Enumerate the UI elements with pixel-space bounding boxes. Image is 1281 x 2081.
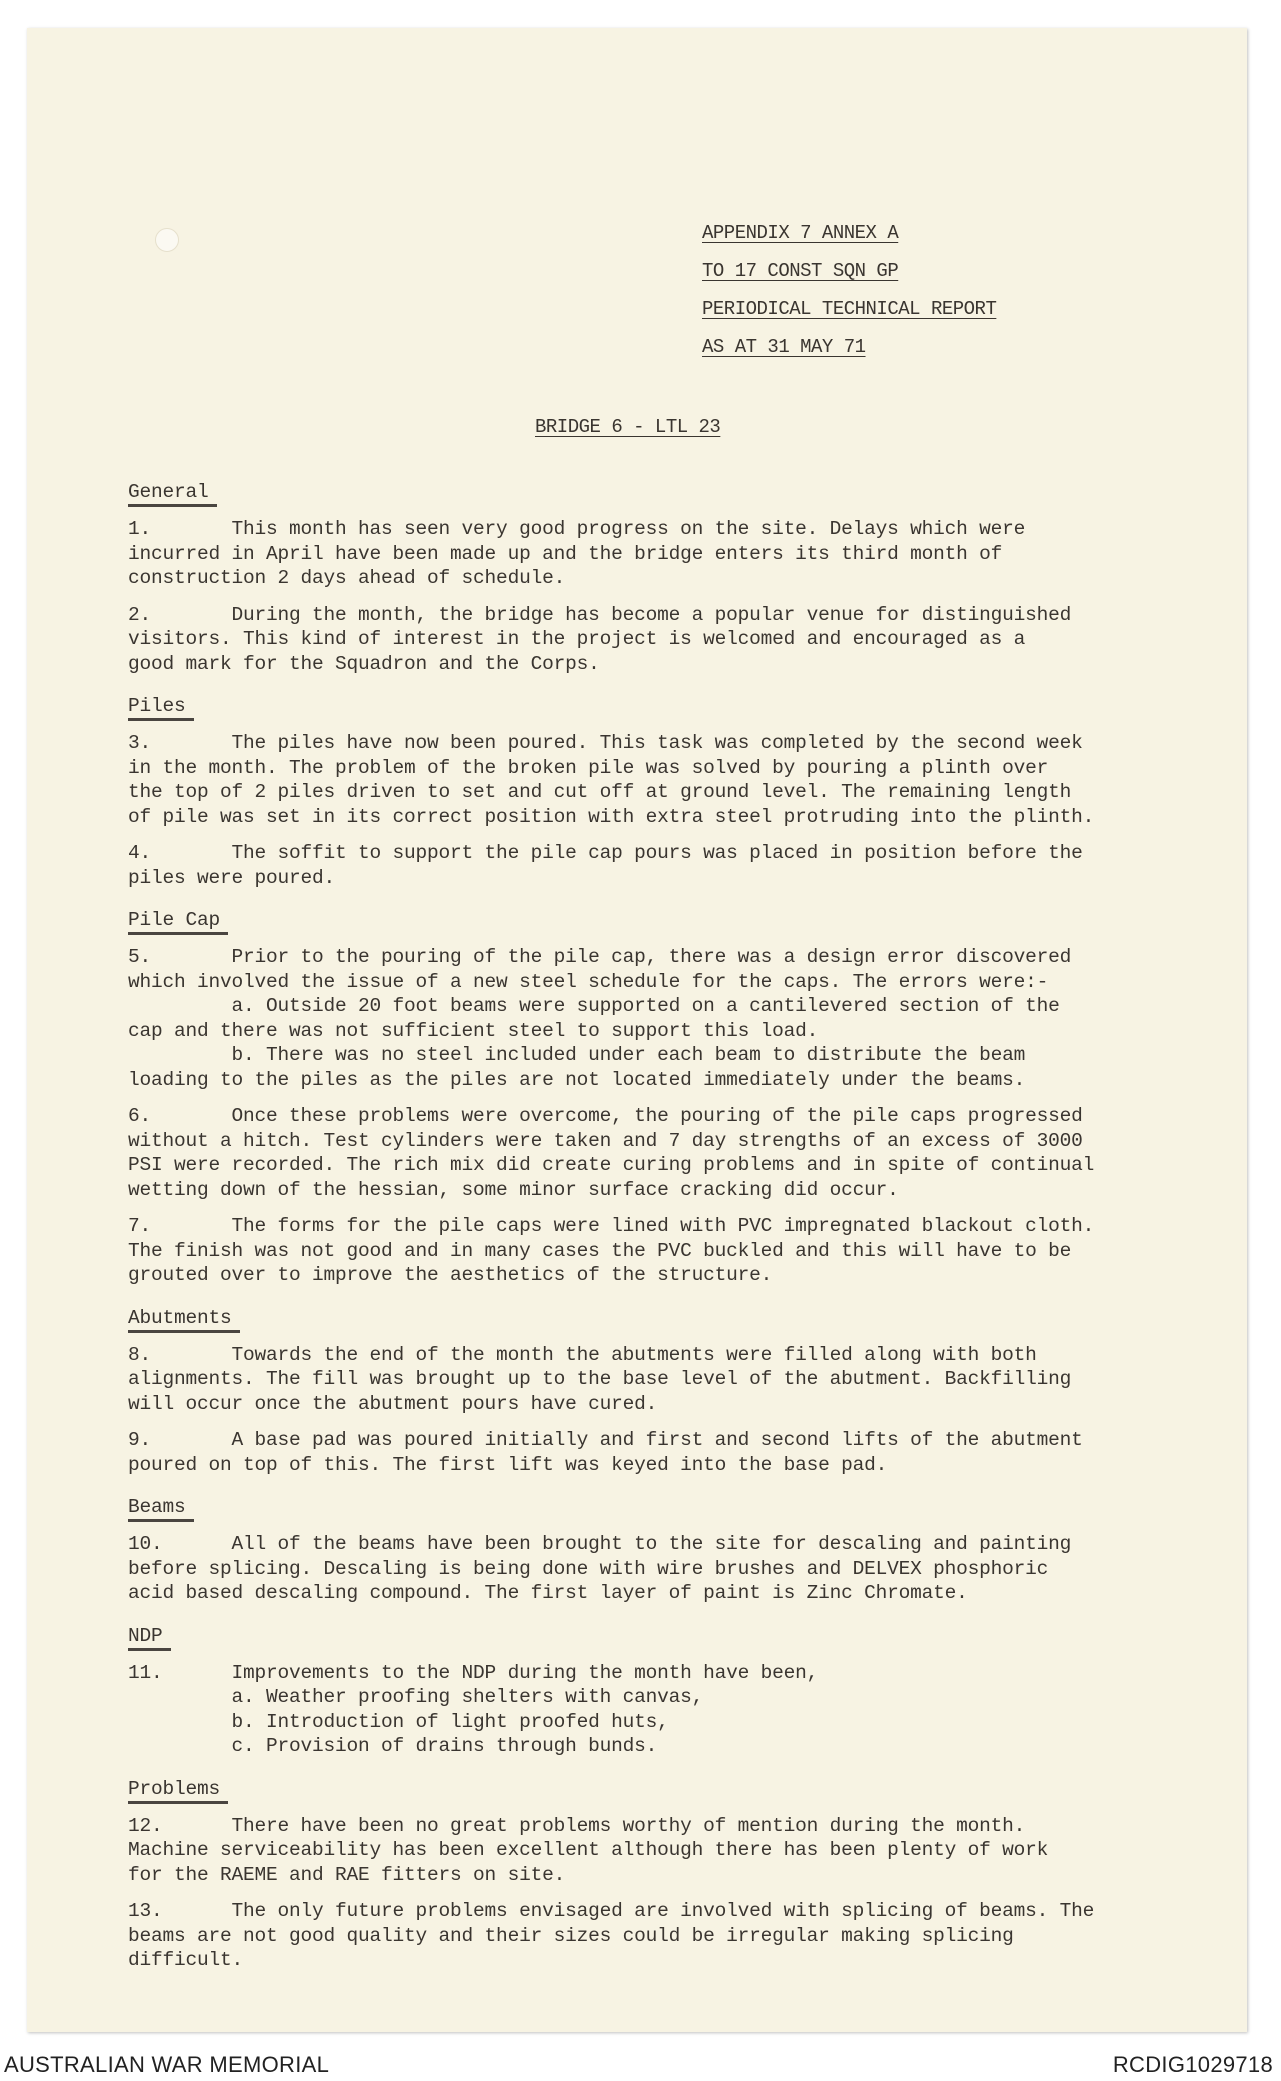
text-line: 10. All of the beams have been brought to the site for descaling and painting <box>128 1533 1072 1555</box>
text-line: PSI were recorded. The rich mix did create curing problems and in spite of continual <box>128 1154 1095 1176</box>
paragraph <box>128 841 1198 890</box>
header-line: TO 17 CONST SQN GP <box>702 260 899 282</box>
section-heading: Pile Cap <box>128 908 228 935</box>
text-line: 11. Improvements to the NDP during the month have been, <box>128 1661 819 1684</box>
text-line: beams are not good quality and their sizes could be irregular making splicing <box>128 1924 1014 1947</box>
text-line: 5. Prior to the pouring of the pile cap, there was a design error discovered <box>128 946 1072 968</box>
text-line: 13. The only future problems envisaged are involved with splicing of beams. The <box>128 1900 1095 1922</box>
paragraph <box>128 1661 1198 1759</box>
text-line: will occur once the abutment pours have cured. <box>128 1392 658 1415</box>
text-line: wetting down of the hessian, some minor surface cracking did occur. <box>128 1178 899 1201</box>
paragraph <box>128 1104 1198 1202</box>
text-line: good mark for the Squadron and the Corps. <box>128 652 600 675</box>
text-line: 8. Towards the end of the month the abutments were filled along with both <box>128 1343 1037 1366</box>
text-line: of pile was set in its correct position with extra steel protruding into the plinth. <box>128 805 1095 828</box>
text-line: in the month. The problem of the broken pile was solved by pouring a plinth over <box>128 756 1049 779</box>
text-line: piles were poured. <box>128 866 336 889</box>
document-title: BRIDGE 6 - LTL 23 <box>535 416 721 438</box>
text-line: 3. The piles have now been poured. This task was completed by the second week <box>128 732 1083 754</box>
text-line: b. There was no steel included under each beam to distribute the beam <box>128 1044 1026 1066</box>
appendix-header <box>702 214 996 366</box>
paragraph <box>128 1814 1198 1888</box>
paragraph <box>128 945 1198 1092</box>
paragraph <box>128 1428 1198 1477</box>
section-heading: Problems <box>128 1777 228 1804</box>
section-heading: Piles <box>128 694 194 721</box>
text-line: 1. This month has seen very good progress on the site. Delays which were <box>128 518 1026 540</box>
text-line: a. Weather proofing shelters with canvas, <box>128 1686 704 1708</box>
paragraph <box>128 1214 1198 1288</box>
text-line: c. Provision of drains through bunds. <box>128 1735 658 1757</box>
punch-hole <box>155 228 179 252</box>
paragraph <box>128 1532 1198 1606</box>
text-line: 12. There have been no great problems worthy of mention during the month. <box>128 1814 1026 1837</box>
text-line: construction 2 days ahead of schedule. <box>128 567 566 589</box>
text-line: which involved the issue of a new steel schedule for the caps. The errors were:- <box>128 970 1049 993</box>
text-line: visitors. This kind of interest in the project is welcomed and encouraged as a <box>128 628 1026 650</box>
report-body <box>118 474 1198 1985</box>
section-heading: Abutments <box>128 1306 240 1333</box>
text-line: for the RAEME and RAE fitters on site. <box>128 1863 566 1886</box>
text-line: Machine serviceability has been excellent although there has been plenty of work <box>128 1839 1049 1861</box>
paragraph <box>128 1899 1198 1973</box>
text-line: 9. A base pad was poured initially and first and second lifts of the abutment <box>128 1429 1083 1451</box>
section-heading: Beams <box>128 1495 194 1522</box>
paragraph <box>128 517 1198 591</box>
text-line: grouted over to improve the aesthetics of the structure. <box>128 1264 773 1286</box>
text-line: acid based descaling compound. The first layer of paint is Zinc Chromate. <box>128 1582 968 1604</box>
header-line: AS AT 31 MAY 71 <box>702 336 866 358</box>
text-line: The finish was not good and in many cases the PVC buckled and this will have to be <box>128 1239 1072 1262</box>
text-line: alignments. The fill was brought up to the base level of the abutment. Backfilling <box>128 1368 1072 1390</box>
text-line: 2. During the month, the bridge has become a popular venue for distinguished <box>128 603 1072 626</box>
paragraph <box>128 1343 1198 1417</box>
footer-source: AUSTRALIAN WAR MEMORIAL <box>4 2052 330 2077</box>
section-heading: General <box>128 480 217 507</box>
text-line: 4. The soffit to support the pile cap pours was placed in position before the <box>128 842 1083 864</box>
text-line: without a hitch. Test cylinders were taken and 7 day strengths of an excess of 3000 <box>128 1129 1083 1152</box>
text-line: poured on top of this. The first lift was keyed into the base pad. <box>128 1453 888 1476</box>
section-heading: NDP <box>128 1624 171 1651</box>
text-line: b. Introduction of light proofed huts, <box>128 1710 669 1733</box>
text-line: the top of 2 piles driven to set and cut off at ground level. The remaining length <box>128 781 1072 803</box>
paragraph <box>128 731 1198 829</box>
header-line: APPENDIX 7 ANNEX A <box>702 222 899 244</box>
header-line: PERIODICAL TECHNICAL REPORT <box>702 298 997 320</box>
text-line: 6. Once these problems were overcome, the pouring of the pile caps progressed <box>128 1105 1083 1127</box>
text-line: before splicing. Descaling is being done with wire brushes and DELVEX phosphoric <box>128 1557 1049 1580</box>
text-line: incurred in April have been made up and the bridge enters its third month of <box>128 542 1003 565</box>
paragraph <box>128 603 1198 677</box>
text-line: difficult. <box>128 1949 244 1971</box>
text-line: 7. The forms for the pile caps were lined with PVC impregnated blackout cloth. <box>128 1215 1095 1237</box>
text-line: loading to the piles as the piles are not located immediately under the beams. <box>128 1068 1026 1091</box>
text-line: a. Outside 20 foot beams were supported on a cantilevered section of the <box>128 995 1060 1017</box>
text-line: cap and there was not sufficient steel to support this load. <box>128 1019 819 1042</box>
footer-id: RCDIG1029718 <box>1112 2052 1273 2077</box>
